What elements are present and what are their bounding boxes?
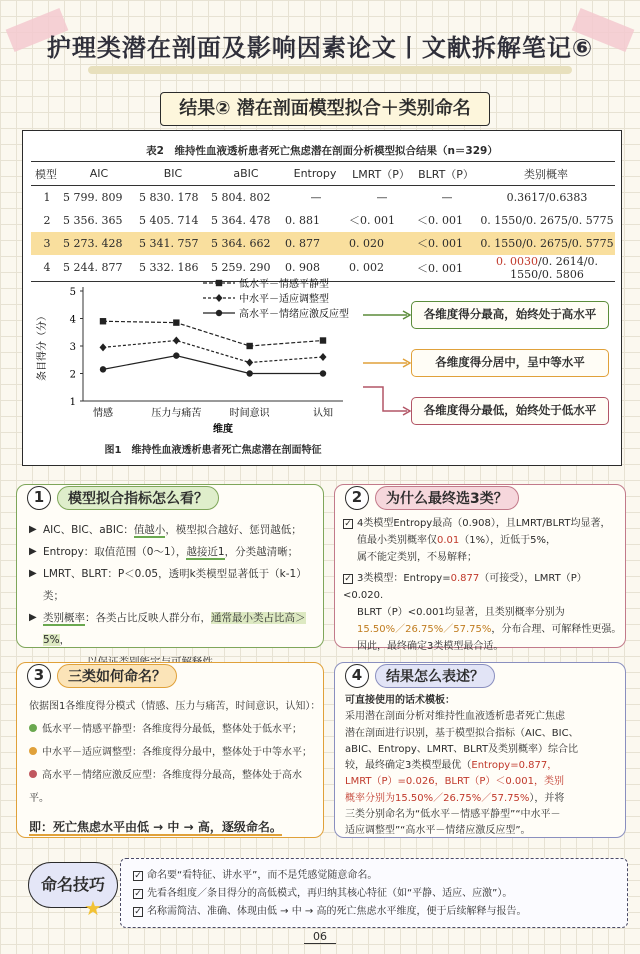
- data-point: [246, 343, 252, 349]
- section-fit-indicators: 1 模型拟合指标怎么看？ ▶ AIC、BIC、aBIC：值越小，模型拟合越好、惩罚越低； ▶ Entropy：取值范围（0～1），越接近1，分类越清晰； ▶ LMRT、BLRT：P＜0.05，透明k类模型显著低于（k-1）类； ▶ 类别概率：各类占比反映人群分布，通常最小类占比高＞5%，: [16, 484, 324, 648]
- data-point: [173, 337, 180, 345]
- section-naming: 3 三类如何命名？ 依据图1各维度得分模式（情感、压力与痛苦，时间意识，认知）： 低水平－情感平静型：各维度得分最低，整体处于低水平； 中水平－适应调整型：各维度得分最中，整体处于中等水平； 高水平－情绪应激反应型：各维度得分最高，整体处于高水平。 即：死亡焦虑水平由低 → 中 → 高，逐级命名。: [16, 662, 324, 838]
- page-number: 06: [304, 930, 336, 944]
- y-tick-label: 2: [69, 369, 76, 381]
- data-point: [173, 352, 179, 358]
- row4-class-prob: 0. 0030/0. 2614/0. 1550/0. 5806: [477, 255, 615, 282]
- section-number: 1: [27, 486, 51, 510]
- col-aic: AIC: [61, 162, 137, 186]
- x-tick-label: 情感: [93, 408, 113, 419]
- section-subtitle: 结果② 潜在剖面模型拟合＋类别命名: [160, 92, 490, 126]
- section-number: 4: [345, 664, 369, 688]
- data-point: [216, 310, 222, 316]
- col-lmrt: LMRT（P）: [347, 162, 415, 186]
- profile-chart: [23, 269, 623, 467]
- tip-item: ✓ 名称需简洁、准确、体现由低 → 中 → 高的死亡焦虑水平维度，便于后续解释与报告。: [134, 906, 527, 917]
- checkbox-icon: ✓: [134, 871, 142, 881]
- title-underline: [88, 66, 572, 74]
- col-class-prob: 类别概率: [477, 162, 615, 186]
- section-number: 3: [27, 664, 51, 688]
- x-tick-label: 认知: [313, 408, 333, 419]
- data-point: [100, 318, 106, 324]
- star-icon: ★: [84, 896, 102, 920]
- section-title: 为什么最终选3类？: [375, 486, 519, 510]
- data-point: [320, 337, 326, 343]
- x-tick-label: 压力与痛苦: [151, 408, 202, 419]
- x-tick-label: 时间意识: [229, 408, 270, 419]
- checkbox-icon: ✓: [134, 907, 142, 917]
- data-point: [320, 370, 326, 376]
- data-point: [246, 359, 253, 367]
- y-tick-label: 1: [69, 397, 76, 408]
- data-point: [216, 294, 223, 302]
- data-point: [216, 280, 222, 286]
- data-point: [173, 319, 179, 325]
- green-dot-icon: [29, 724, 37, 732]
- data-point: [320, 353, 327, 361]
- col-bic: BIC: [137, 162, 209, 186]
- series-line: [103, 341, 323, 363]
- y-axis-label: 条目得分（分）: [37, 311, 48, 381]
- callout-mid: 各维度得分居中，呈中等水平: [411, 349, 609, 377]
- col-model: 模型: [31, 162, 61, 186]
- y-tick-label: 4: [69, 314, 76, 326]
- col-entropy: Entropy: [283, 162, 347, 186]
- tips-box: [120, 858, 628, 928]
- series-line: [103, 321, 323, 346]
- col-blrt: BLRT（P）: [415, 162, 477, 186]
- tip-item: ✓ 先看各组度／条目得分的高低模式，再归纳其核心特征（如“平静、适应、应激”）。: [134, 888, 513, 899]
- checkbox-icon: ✓: [134, 889, 142, 899]
- table-row: 2 5 356. 365 5 405. 714 5 364. 478 0. 881 ＜0. 001 ＜0. 001 0. 1550/0. 2675/0. 5775: [43, 213, 614, 227]
- red-dot-icon: [29, 770, 37, 778]
- data-point: [100, 366, 106, 372]
- section-number: 2: [345, 486, 369, 510]
- line-chart-svg: [23, 269, 403, 439]
- data-point: [100, 343, 107, 351]
- fit-table: [31, 161, 615, 282]
- callout-low: 各维度得分最低，始终处于低水平: [411, 397, 609, 425]
- page-title: 护理类潜在剖面及影响因素论文丨文献拆解笔记⑥: [46, 34, 594, 62]
- callout-arrows: [363, 305, 415, 425]
- section-title: 结果怎么表述？: [375, 664, 495, 688]
- x-axis-label: 维度: [213, 424, 233, 435]
- y-tick-label: 3: [69, 342, 76, 353]
- table-header-row: [31, 162, 615, 186]
- table-row: 1 5 799. 809 5 830. 178 5 804. 802 — — — 0.3617/0.6383: [43, 190, 588, 204]
- section-expression: 4 结果怎么表述？ 可直接使用的话术模板： 采用潜在剖面分析对维持性血液透析患者死亡焦虑 潜在剖面进行识别，基于模型拟合指标（AIC、BIC、 aBIC、Entropy、LMRT、BLRT及类别概率）综合比 较，最终确定3类模型最优（Entropy=0.877， LMRT（P）=0.026，BLRT（P）＜0.001，类别 概率分别为15.50%／26.75%／57.75%），并将 三类分别命名为“低水平－情感平静型”“中水平－ 适应调整型”“高水平－情绪应激反应型”。: [334, 662, 626, 838]
- orange-dot-icon: [29, 747, 37, 755]
- results-panel: [22, 130, 622, 466]
- tip-item: ✓ 命名要“看特征、讲水平”，而不是凭感觉随意命名。: [134, 870, 378, 881]
- page-title-area: [8, 18, 632, 78]
- table-caption: 表2 维持性血液透析患者死亡焦虑潜在剖面分析模型拟合结果（n＝329）: [146, 145, 498, 157]
- y-tick-label: 5: [69, 287, 76, 298]
- tips-badge: 命名技巧: [28, 862, 118, 908]
- legend-label: 低水平－情感平静型: [239, 279, 329, 290]
- figure-caption: 图1 维持性血液透析患者死亡焦虑潜在剖面特征: [104, 445, 322, 456]
- table-row-selected: 3 5 273. 428 5 341. 757 5 364. 662 0. 877 0. 020 ＜0. 001 0. 1550/0. 2675/0. 5775: [31, 232, 615, 255]
- callout-high: 各维度得分最高，始终处于高水平: [411, 301, 609, 329]
- col-abic: aBIC: [209, 162, 283, 186]
- data-point: [246, 370, 252, 376]
- legend-label: 中水平－适应调整型: [239, 294, 329, 305]
- section-title: 模型拟合指标怎么看？: [57, 486, 219, 510]
- section-title: 三类如何命名？: [57, 664, 177, 688]
- section-why-three: 2 为什么最终选3类？ ✓ 4类模型Entropy最高（0.908），且LMRT/BLRT均显著， 值最小类别概率仅0.01（1%），近低于5%， 属不能定类别，不易解释； ✓ 3类模型：Entropy=0.877（可接受），LMRT（P）<0.020. BLRT（P）<0.001均显著，且类别概率分别为 15.50%／26.75%／57.75%，分布合理、可解释性更强。 因此，最终确定3类模型最合适。: [334, 484, 626, 648]
- series-line: [103, 356, 323, 374]
- legend-label: 高水平－情绪应激反应型: [239, 309, 349, 320]
- table-row: 4 5 244. 877 5 332. 186 5 259. 290 0. 908 0. 002 ＜0. 001 0. 0030/0. 2614/0. 1550/0. 5806: [31, 255, 615, 282]
